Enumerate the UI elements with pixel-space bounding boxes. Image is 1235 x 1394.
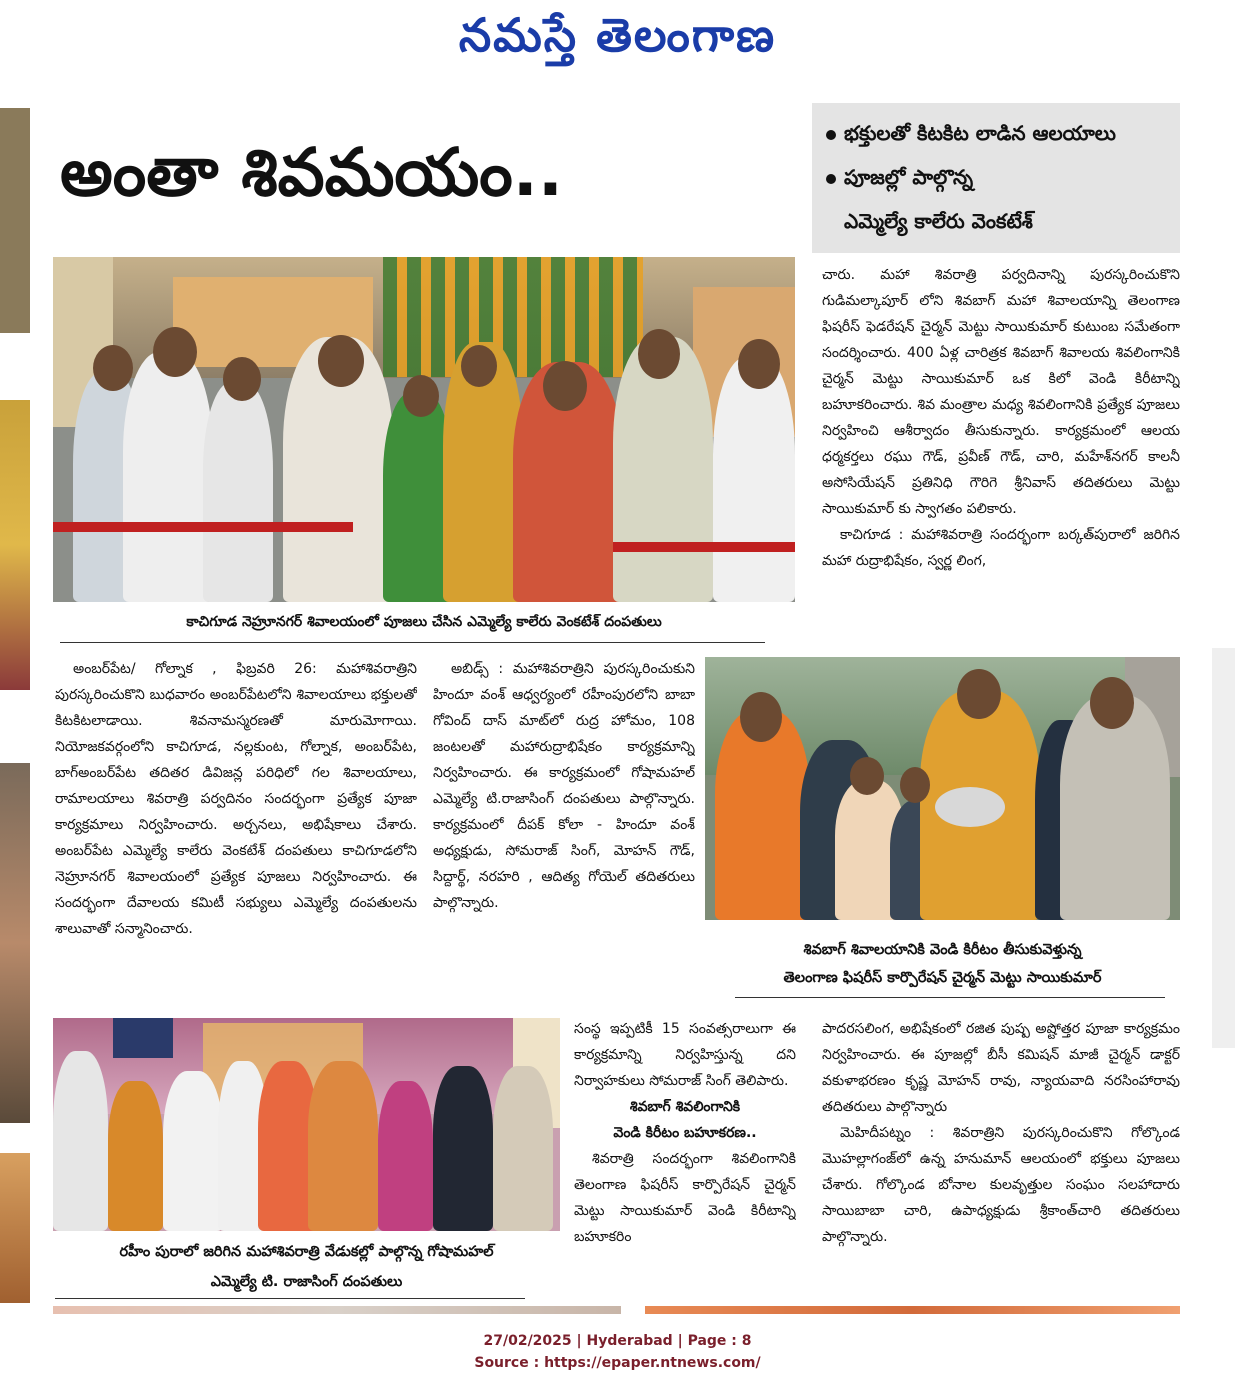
paragraph: మెహిదీపట్నం : శివరాత్రిని పురస్కరించుకొని గోల్కొండ మొహల్లాగంజ్‌లో ఉన్న హనుమాన్ ఆలయంలో భక్తులు పూజలు చేశారు. గోల్కొండ బోనాల కులవృత్తుల సంఘం సలహాదారు సాయిబాబా చారి, ఉపాధ్యక్షుడు శ్రీకాంత్‌చారి తదితరులు పాల్గొన్నారు.	[822, 1125, 1180, 1245]
edge-photo-fragment	[0, 763, 30, 1123]
paragraph: చారు. మహా శివరాత్రి పర్వదినాన్ని పురస్కరించుకొని గుడిమల్కాపూర్ లోని శివబాగ్ మహా శివాలయాన్ని తెలంగాణ ఫిషరీస్ ఫెడరేషన్ చైర్మన్ మెట్టు సాయికుమార్ కుటుంబ సమేతంగా సందర్శించారు. 400 ఏళ్ల చారిత్రక శివబాగ్ శివాలయ శివలింగానికి చైర్మన్ మెట్టు సాయికుమార్ ఒక కిలో వెండి కిరీటాన్ని బహూకరించారు. శివ మంత్రాల మధ్య శివలింగానికి ప్రత్యేక పూజలు నిర్వహించి ఆశీర్వాదం తీసుకున్నారు. కార్యక్రమంలో ఆలయ ధర్మకర్తలు రఘు గౌడ్, ప్రవీణ్ గౌడ్, చారి, మహేశ్‌నగర్ కాలనీ అసోసియేషన్ ప్రతినిధి గౌరిగె శ్రీనివాస్ తదితరులు మెట్టు సాయికుమార్ కు స్వాగతం పలికారు.	[822, 267, 1180, 517]
subhead-line: పూజల్లో పాల్గొన్న	[826, 155, 1166, 199]
article-column-middle-bottom	[574, 1016, 796, 1290]
article-column-right-bottom	[822, 1016, 1180, 1290]
article-column-left	[55, 656, 417, 1016]
headline: అంతా శివమయం..	[60, 134, 563, 211]
left-edge-fragments	[0, 108, 30, 1308]
photo-silver-crown	[705, 657, 1180, 920]
paragraph: శివరాత్రి సందర్భంగా శివలింగానికి తెలంగాణ ఫిషరీస్ కార్పొరేషన్ చైర్మన్ మెట్టు సాయికుమార్ వెండి కిరీటాన్ని బహూకరిం	[574, 1151, 796, 1245]
caption-rule	[55, 1298, 525, 1299]
next-article-photo-fragment	[53, 1306, 621, 1314]
next-article-photo-fragment	[645, 1306, 1180, 1314]
paragraph: అంబర్‌పేట/ గోల్నాక , ఫిబ్రవరి 26: మహాశివరాత్రిని పురస్కరించుకొని బుధవారం అంబర్‌పేటలోని శివాలయాలు భక్తులతో కిటకిటలాడాయి. శివనామస్మరణతో మారుమోగాయి. నియోజకవర్గంలోని కాచిగూడ, నల్లకుంట, గోల్నాక, అంబర్‌పేట, బాగ్‌అంబర్‌పేట తదితర డివిజన్ల పరిధిలో గల శివాలయాలు, రామాలయాలు శివరాత్రి పర్వదినం సందర్భంగా ప్రత్యేక పూజా కార్యక్రమాలు నిర్వహించారు. అర్చనలు, అభిషేకాలు చేశారు. అంబర్‌పేట ఎమ్మెల్యే కాలేరు వెంకటేశ్ దంపతులు కాచిగూడలోని నెహ్రూనగర్ శివాలయంలో ప్రత్యేక పూజలు నిర్వహించారు. ఈ సందర్భంగా దేవాలయ కమిటీ సభ్యులు ఎమ్మెల్యే దంపతులను శాలువాతో సన్మానించారు.	[55, 661, 417, 937]
subsection-heading: వెండి కిరీటం బహూకరణ..	[613, 1125, 757, 1141]
masthead	[0, 0, 1235, 82]
paragraph: పాదరసలింగ, అభిషేకంలో రజిత పుష్ప అష్టోత్తర పూజా కార్యక్రమం నిర్వహించారు. ఈ పూజల్లో బీసీ కమిషన్ మాజీ చైర్మన్ డాక్టర్ వకుళాభరణం కృష్ణ మోహన్ రావు, న్యాయవాది నరసింహారావు తదితరులు పాల్గొన్నారు	[822, 1021, 1180, 1115]
edge-photo-fragment	[0, 400, 30, 690]
article-column-middle	[433, 656, 695, 1016]
paragraph: సంస్థ ఇప్పటికీ 15 సంవత్సరాలుగా ఈ కార్యక్రమాన్ని నిర్వహిస్తున్న దని నిర్వాహకులు సోమరాజ్ సింగ్ తెలిపారు.	[574, 1021, 796, 1089]
edge-photo-fragment	[1212, 648, 1235, 1048]
photo-temple-pooja	[53, 257, 795, 602]
subsection-heading: శివబాగ్ శివలింగానికి	[629, 1099, 741, 1115]
footer	[0, 1330, 1235, 1374]
caption-rule	[60, 642, 765, 643]
edge-photo-fragment	[0, 1153, 30, 1303]
paragraph: అబిడ్స్ : మహాశివరాత్రిని పురస్కరించుకుని హిందూ వంశ్ ఆధ్వర్యంలో రహీంపురలోని బాబా గోవింద్ దాస్ మాట్‌లో రుద్ర హోమం, 108 జంటలతో మహారుద్రాభిషేకం కార్యక్రమాన్ని నిర్వహించారు. ఈ కార్యక్రమంలో గోషామహల్ ఎమ్మెల్యే టి.రాజాసింగ్ దంపతులు పాల్గొన్నారు. కార్యక్రమంలో దీపక్ కోలా - హిందూ వంశ్ అధ్యక్షుడు, సోమరాజ్ సింగ్, మోహన్ గౌడ్, సిద్దార్థ్, నరహరి , ఆదిత్య గోయెల్ తదితరులు పాల్గొన్నారు.	[433, 661, 695, 911]
bullet-icon	[826, 174, 836, 184]
caption-photo-silver-crown: శివబాగ్ శివాలయానికి వెండి కిరీటం తీసుకువెళ్తున్న తెలంగాణ ఫిషరీస్ కార్పొరేషన్ చైర్మన్ మెట్టు సాయికుమార్	[783, 942, 1102, 986]
caption-photo-rahimpura: రహీం పురాలో జరిగిన మహాశివరాత్రి వేడుకల్లో పాల్గొన్న గోషామహల్ ఎమ్మెల్యే టి. రాజాసింగ్ దంపతులు	[119, 1244, 494, 1290]
subhead-line: ఎమ్మెల్యే కాలేరు వెంకటేశ్	[844, 209, 1033, 233]
bullet-icon	[826, 130, 836, 140]
article-column-right-top	[822, 262, 1180, 652]
caption-photo-temple-pooja: కాచిగూడ నెహ్రూనగర్ శివాలయంలో పూజలు చేసిన ఎమ్మెల్యే కాలేరు వెంకటేశ్ దంపతులు	[186, 614, 662, 630]
paragraph: కాచిగూడ : మహాశివరాత్రి సందర్భంగా బర్కత్‌పురాలో జరిగిన మహా రుద్రాభిషేకం, స్వర్ణ లింగ,	[822, 527, 1180, 569]
newspaper-logo: నమస్తే తెలంగాణ	[458, 8, 777, 62]
photo-rahimpura-celebration	[53, 1018, 560, 1231]
footer-date-line: 27/02/2025 | Hyderabad | Page : 8	[483, 1333, 752, 1349]
edge-photo-fragment	[0, 108, 30, 333]
caption-rule	[735, 997, 1165, 998]
right-edge-fragments	[1212, 108, 1235, 1308]
footer-source-link[interactable]: Source : https://epaper.ntnews.com/	[474, 1355, 761, 1371]
subhead-line: భక్తులతో కిటకిట లాడిన ఆలయాలు	[826, 111, 1166, 155]
subhead-box	[812, 103, 1180, 253]
